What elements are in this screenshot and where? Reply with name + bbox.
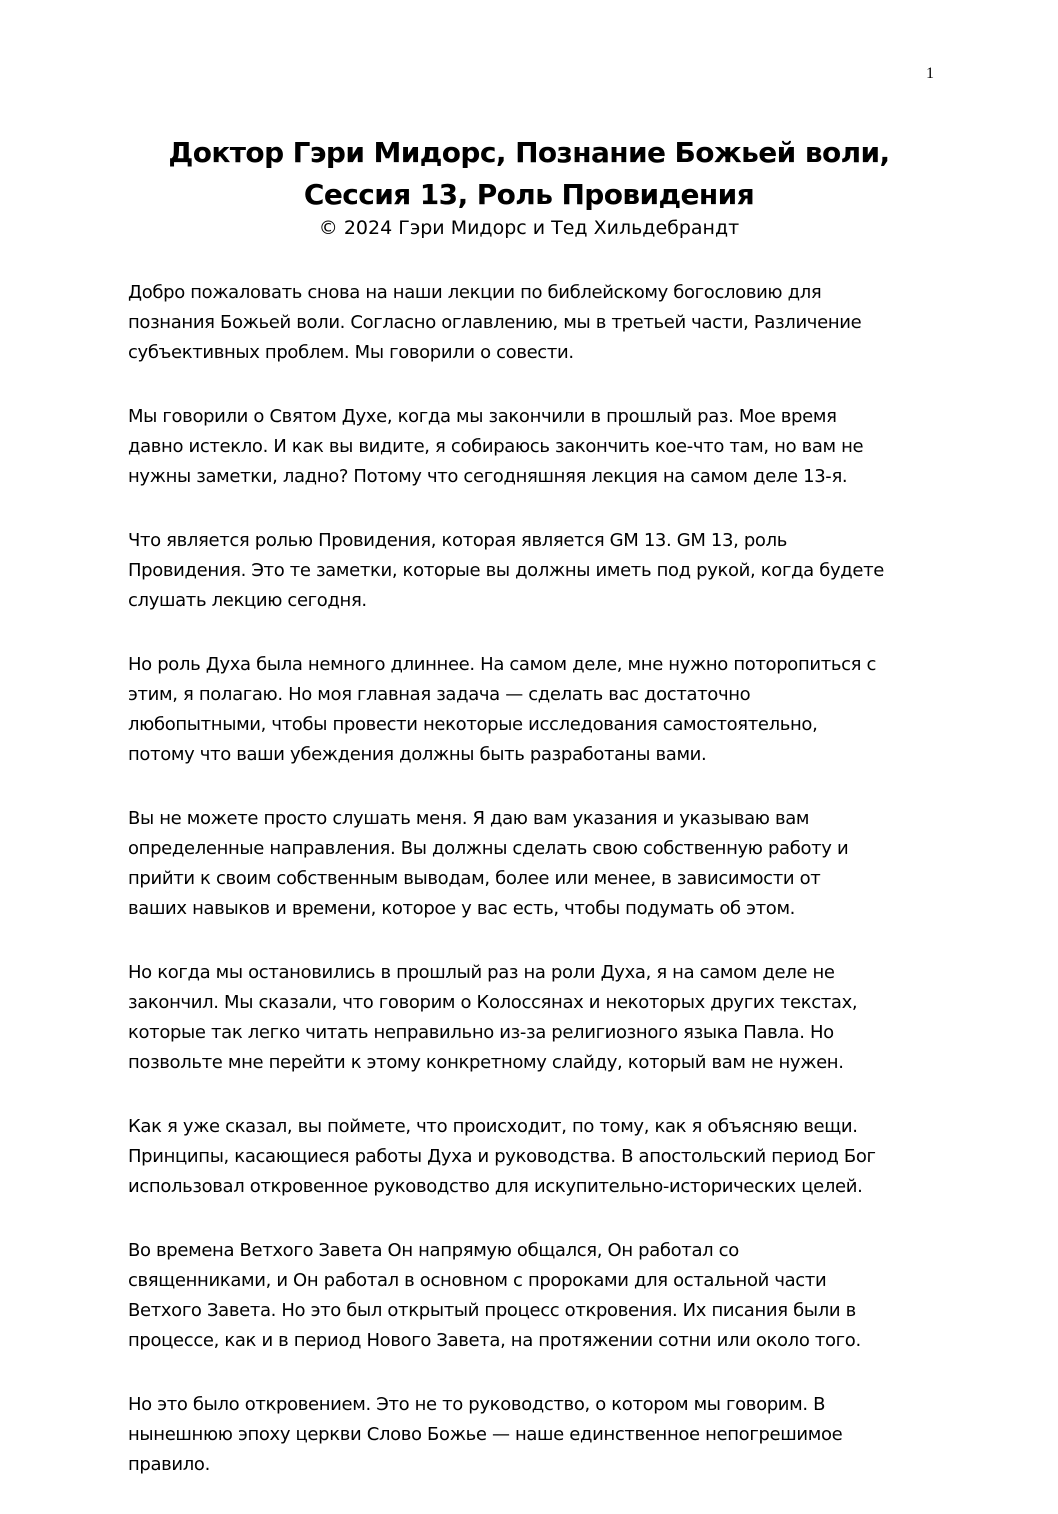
text-line: Вы не можете просто слушать меня. Я даю вам указания и указываю вам — [128, 808, 810, 829]
text-line: слушать лекцию сегодня. — [128, 590, 367, 611]
page-number: 1 — [926, 65, 934, 82]
text-line: священниками, и Он работал в основном с пророками для остальной части — [128, 1270, 827, 1291]
paragraph — [128, 278, 938, 368]
paragraph — [128, 804, 938, 924]
text-line: Что является ролью Провидения, которая является GM 13. GM 13, роль — [128, 530, 788, 551]
paragraph — [128, 650, 938, 770]
text-line: нынешнюю эпоху церкви Слово Божье — наше единственное непогрешимое — [128, 1424, 843, 1445]
document-title-line-1: Доктор Гэри Мидорс, Познание Божьей воли, — [168, 136, 890, 169]
document-body — [128, 278, 938, 1514]
text-line: Ветхого Завета. Но это был открытый процесс откровения. Их писания были в — [128, 1300, 856, 1321]
text-line: Мы говорили о Святом Духе, когда мы закончили в прошлый раз. Мое время — [128, 406, 837, 427]
text-line: закончил. Мы сказали, что говорим о Колоссянах и некоторых других текстах, — [128, 992, 858, 1013]
document-title-line-2: Сессия 13, Роль Провидения — [303, 178, 755, 211]
paragraph — [128, 958, 938, 1078]
text-line: Но роль Духа была немного длиннее. На самом деле, мне нужно поторопиться с — [128, 654, 877, 675]
text-line: которые так легко читать неправильно из-за религиозного языка Павла. Но — [128, 1022, 834, 1043]
paragraph — [128, 1390, 938, 1480]
text-line: прийти к своим собственным выводам, более или менее, в зависимости от — [128, 868, 821, 889]
text-line: позвольте мне перейти к этому конкретному слайду, который вам не нужен. — [128, 1052, 844, 1073]
paragraph — [128, 1236, 938, 1356]
text-line: Принципы, касающиеся работы Духа и руководства. В апостольский период Бог — [128, 1146, 876, 1167]
text-line: нужны заметки, ладно? Потому что сегодняшняя лекция на самом деле 13-я. — [128, 466, 848, 487]
text-line: Во времена Ветхого Завета Он напрямую общался, Он работал со — [128, 1240, 739, 1261]
text-line: правило. — [128, 1454, 210, 1475]
paragraph — [128, 1112, 938, 1202]
text-line: использовал откровенное руководство для искупительно-исторических целей. — [128, 1176, 863, 1197]
text-line: Добро пожаловать снова на наши лекции по библейскому богословию для — [128, 282, 822, 303]
text-line: давно истекло. И как вы видите, я собираюсь закончить кое-что там, но вам не — [128, 436, 864, 457]
paragraph — [128, 526, 938, 616]
document-header — [0, 132, 1058, 240]
copyright-notice: © 2024 Гэри Мидорс и Тед Хильдебрандт — [318, 217, 740, 239]
text-line: определенные направления. Вы должны сделать свою собственную работу и — [128, 838, 849, 859]
paragraph — [128, 402, 938, 492]
text-line: познания Божьей воли. Согласно оглавлению, мы в третьей части, Различение — [128, 312, 862, 333]
text-line: Но когда мы остановились в прошлый раз на роли Духа, я на самом деле не — [128, 962, 835, 983]
text-line: ваших навыков и времени, которое у вас есть, чтобы подумать об этом. — [128, 898, 796, 919]
text-line: Как я уже сказал, вы поймете, что происходит, по тому, как я объясняю вещи. — [128, 1116, 858, 1137]
text-line: потому что ваши убеждения должны быть разработаны вами. — [128, 744, 707, 765]
text-line: Провидения. Это те заметки, которые вы должны иметь под рукой, когда будете — [128, 560, 884, 581]
text-line: процессе, как и в период Нового Завета, на протяжении сотни или около того. — [128, 1330, 861, 1351]
text-line: любопытными, чтобы провести некоторые исследования самостоятельно, — [128, 714, 818, 735]
text-line: субъективных проблем. Мы говорили о совести. — [128, 342, 574, 363]
text-line: этим, я полагаю. Но моя главная задача — сделать вас достаточно — [128, 684, 751, 705]
text-line: Но это было откровением. Это не то руководство, о котором мы говорим. В — [128, 1394, 826, 1415]
